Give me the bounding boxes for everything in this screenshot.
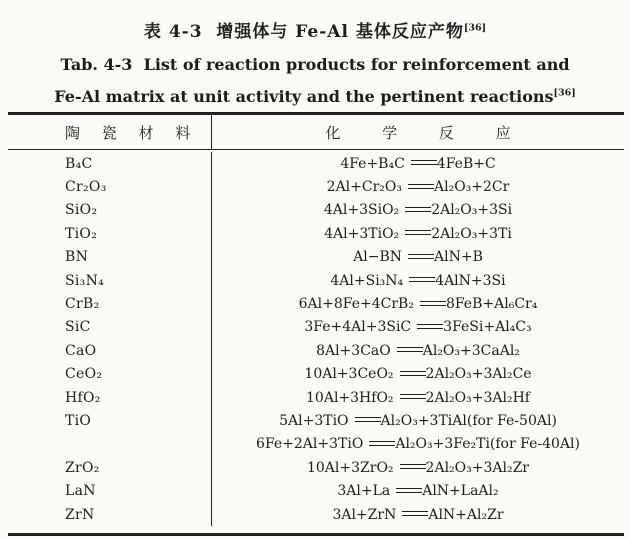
table-row <box>8 433 624 456</box>
table-row <box>8 292 624 315</box>
reaction-rhs: 3FeSi+Al₄C₃ <box>443 319 532 336</box>
reaction-equals-sign <box>405 230 431 235</box>
material-cell: ZrO₂ <box>8 456 212 479</box>
reaction-rhs: Al₂O₃+2Cr <box>434 179 510 196</box>
material-cell: HfO₂ <box>8 386 212 409</box>
reaction-equals-sign <box>408 254 434 259</box>
material-cell: LaN <box>8 479 212 502</box>
reaction-cell <box>212 483 624 499</box>
reaction-rhs: AlN+LaAl₂ <box>422 483 499 500</box>
reaction-lhs: 4Al+3TiO₂ <box>324 225 400 242</box>
reaction-expression <box>256 436 580 452</box>
reaction-cell <box>212 273 624 289</box>
reaction-rhs: 8FeB+Al₆Cr₄ <box>445 296 538 313</box>
reaction-expression <box>279 413 557 429</box>
reaction-equals-sign <box>402 511 428 516</box>
table-row <box>8 175 624 198</box>
reaction-rhs: 2Al₂O₃+3Ti <box>431 225 512 242</box>
reaction-rhs: Al₂O₃+3Fe₂Ti(for Fe-40Al) <box>395 436 580 453</box>
reaction-rhs: Al₂O₃+3TiAl(for Fe-50Al) <box>380 412 557 429</box>
material-cell: TiO₂ <box>8 222 212 245</box>
material-cell: CeO₂ <box>8 363 212 386</box>
reaction-cell <box>212 343 624 359</box>
reaction-equals-sign <box>400 394 426 399</box>
reaction-lhs: 10Al+3ZrO₂ <box>306 459 394 476</box>
reaction-cell <box>212 507 624 523</box>
reaction-lhs: 5Al+3TiO <box>279 412 349 429</box>
reaction-cell <box>212 366 624 382</box>
reaction-cell <box>212 319 624 335</box>
reaction-equals-sign <box>400 371 426 376</box>
material-cell: Si₃N₄ <box>8 269 212 292</box>
reaction-cell <box>212 296 624 312</box>
reaction-lhs: 6Fe+2Al+3TiO <box>256 436 364 453</box>
table-row <box>8 386 624 409</box>
material-cell: ZrN <box>8 503 212 526</box>
reaction-expression <box>324 202 512 218</box>
reaction-rhs: 2Al₂O₃+3Si <box>431 202 513 219</box>
reaction-rhs: AlN+Al₂Zr <box>428 506 504 523</box>
material-cell: Cr₂O₃ <box>8 175 212 198</box>
reaction-cell <box>212 413 624 429</box>
reaction-expression <box>340 156 495 172</box>
reaction-equals-sign <box>409 277 435 282</box>
reaction-lhs: 8Al+3CaO <box>316 342 391 359</box>
reaction-expression <box>304 366 531 382</box>
table-row <box>8 503 624 526</box>
reaction-equals-sign <box>400 464 426 469</box>
reaction-lhs: 6Al+8Fe+4CrB₂ <box>298 296 414 313</box>
reaction-cell <box>212 202 624 218</box>
material-cell: CaO <box>8 339 212 362</box>
table-row <box>8 456 624 479</box>
material-cell: B₄C <box>8 152 212 175</box>
citation-ref-english: [36] <box>553 87 576 99</box>
table-header-row <box>8 115 624 150</box>
reaction-expression <box>327 179 510 195</box>
material-cell <box>8 433 212 456</box>
reaction-expression <box>332 507 503 523</box>
reaction-rhs: 2Al₂O₃+3Al₂Zr <box>425 459 530 476</box>
reaction-cell <box>212 460 624 476</box>
column-header-ceramic-material: 陶 瓷 材 料 <box>8 115 212 149</box>
reaction-equals-sign <box>355 417 381 422</box>
reaction-expression <box>299 296 538 312</box>
reaction-lhs: 4Fe+B₄C <box>340 155 405 172</box>
material-cell: SiO₂ <box>8 199 212 222</box>
reaction-lhs: 4Al+3SiO₂ <box>323 202 400 219</box>
reaction-rhs: 2Al₂O₃+3Al₂Hf <box>425 389 530 406</box>
table-title-chinese <box>0 0 630 42</box>
reaction-cell <box>212 390 624 406</box>
reaction-lhs: 10Al+3HfO₂ <box>306 389 394 406</box>
table-row <box>8 222 624 245</box>
reaction-expression <box>324 226 512 242</box>
material-cell: CrB₂ <box>8 292 212 315</box>
table-row <box>8 363 624 386</box>
reaction-lhs: 2Al+Cr₂O₃ <box>326 179 402 196</box>
reaction-cell <box>212 156 624 172</box>
table-row <box>8 199 624 222</box>
table-row <box>8 269 624 292</box>
table-row <box>8 409 624 432</box>
reaction-equals-sign <box>420 301 446 306</box>
column-header-chemical-reaction: 化 学 反 应 <box>325 123 511 142</box>
reaction-cell <box>212 179 624 195</box>
table-row <box>8 316 624 339</box>
reaction-rhs: 2Al₂O₃+3Al₂Ce <box>425 366 532 383</box>
reaction-cell <box>212 249 624 265</box>
reaction-expression <box>337 483 498 499</box>
reaction-rhs: 4AlN+3Si <box>435 272 506 289</box>
table-title-english-line2-text: Fe-Al matrix at unit activity and the pertinent reactions <box>54 87 554 106</box>
reaction-expression <box>307 460 529 476</box>
reaction-lhs: Al−BN <box>353 249 402 266</box>
reaction-cell <box>212 226 624 242</box>
reaction-expression <box>306 390 530 406</box>
reaction-rhs: 4FeB+C <box>436 155 496 172</box>
reaction-equals-sign <box>405 207 431 212</box>
reaction-equals-sign <box>417 324 443 329</box>
reaction-expression <box>316 343 520 359</box>
table-row <box>8 152 624 175</box>
reaction-lhs: 3Fe+4Al+3SiC <box>304 319 412 336</box>
reaction-lhs: 10Al+3CeO₂ <box>304 366 394 383</box>
reaction-lhs: 3Al+ZrN <box>332 506 397 523</box>
reaction-lhs: 3Al+La <box>337 483 391 500</box>
material-cell: TiO <box>8 409 212 432</box>
material-cell: SiC <box>8 316 212 339</box>
reaction-expression <box>304 319 531 335</box>
reaction-equals-sign <box>396 488 422 493</box>
table-row <box>8 479 624 502</box>
citation-ref-chinese: [36] <box>463 22 487 34</box>
table-title-chinese-text: 表 4-3 增强体与 Fe-Al 基体反应产物 <box>143 22 464 42</box>
reaction-expression <box>353 249 483 265</box>
reaction-expression <box>330 273 505 289</box>
material-cell: BN <box>8 246 212 269</box>
table-row <box>8 339 624 362</box>
table-caption-block <box>0 0 630 106</box>
reaction-cell <box>212 436 624 452</box>
reaction-rhs: AlN+B <box>434 249 483 266</box>
reaction-equals-sign <box>408 184 434 189</box>
reaction-equals-sign <box>369 441 395 446</box>
table-title-english-line1-text: Tab. 4-3 List of reaction products for reinforcement and <box>60 55 570 74</box>
table-title-english-line2 <box>0 87 630 106</box>
table-title-english-line1 <box>0 55 630 74</box>
reaction-rhs: Al₂O₃+3CaAl₂ <box>422 342 520 359</box>
reaction-equals-sign <box>397 347 423 352</box>
table-row <box>8 246 624 269</box>
reaction-products-table <box>8 112 624 536</box>
table-body <box>8 150 624 533</box>
reaction-equals-sign <box>411 160 437 165</box>
reaction-lhs: 4Al+Si₃N₄ <box>330 272 404 289</box>
